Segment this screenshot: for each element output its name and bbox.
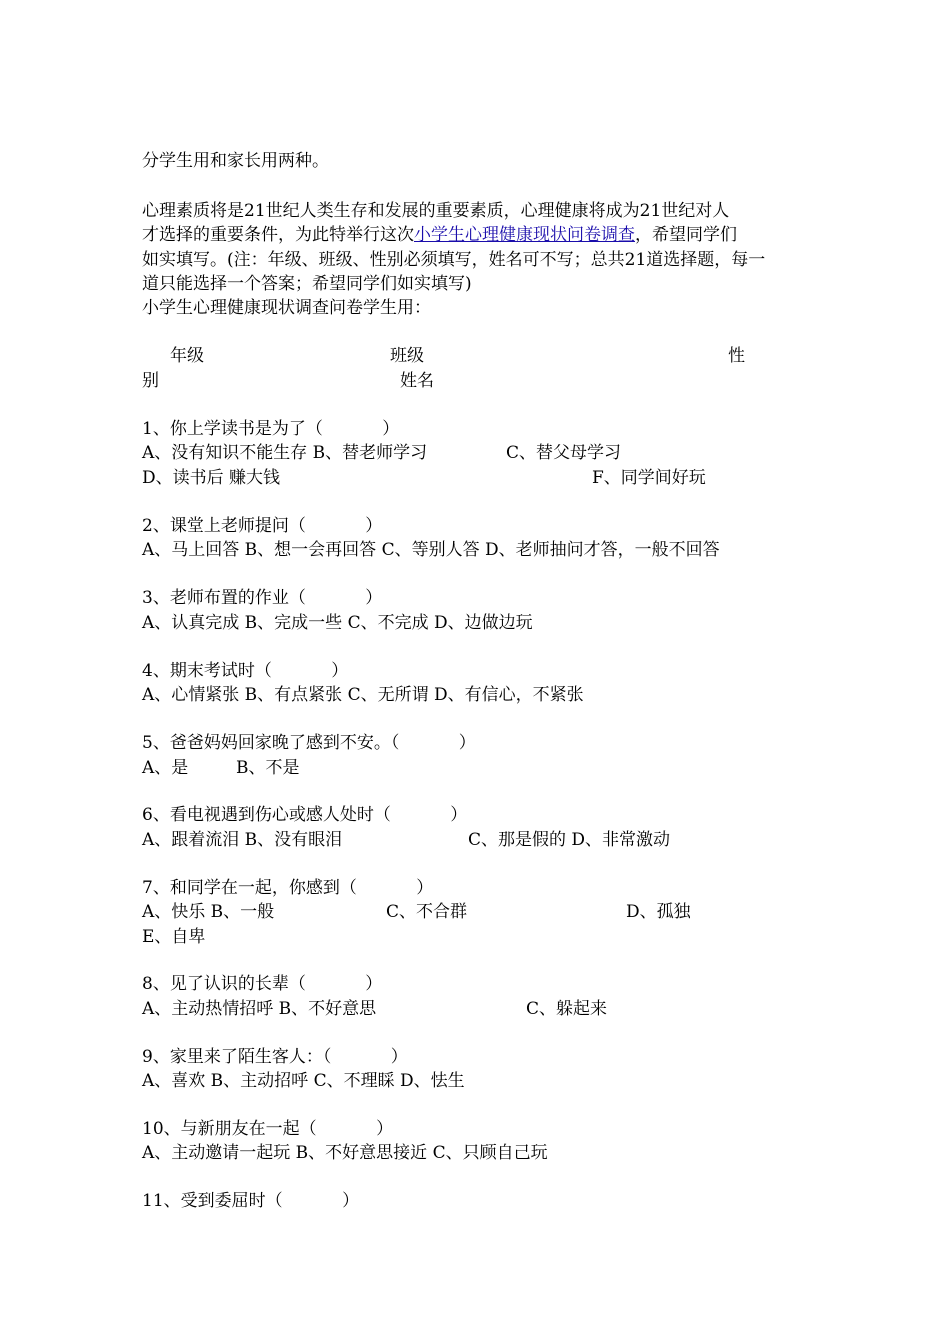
question-7-option: C、不合群: [386, 902, 468, 922]
intro-line: 分学生用和家长用两种。: [142, 151, 329, 171]
question-6-options: A、跟着流泪 B、没有眼泪: [142, 830, 343, 850]
survey-link[interactable]: 小学生心理健康现状问卷调查: [414, 225, 635, 245]
question-8-option: C、躲起来: [526, 999, 608, 1019]
class-field-label: 班级: [390, 346, 424, 366]
question-2: 2、课堂上老师提问（ ）: [142, 516, 383, 536]
question-1-options: A、没有知识不能生存 B、替老师学习: [142, 443, 428, 463]
question-10: 10、与新朋友在一起（ ）: [142, 1119, 394, 1139]
question-6-options: C、那是假的 D、非常激动: [468, 830, 671, 850]
survey-title: 小学生心理健康现状调查问卷学生用：: [142, 298, 431, 318]
intro-paragraph-line: 道只能选择一个答案；希望同学们如实填写): [142, 274, 472, 294]
question-7-option: D、孤独: [626, 902, 691, 922]
question-1-option: F、同学间好玩: [592, 468, 706, 488]
gender-field-label-part: 别: [142, 371, 159, 391]
question-6: 6、看电视遇到伤心或感人处时（ ）: [142, 805, 468, 825]
question-7-option: E、自卑: [142, 927, 206, 947]
gender-field-label-part: 性: [728, 346, 745, 366]
intro-paragraph-line: 心理素质将是21世纪人类生存和发展的重要素质，心理健康将成为21世纪对人: [142, 201, 730, 221]
question-4-options: A、心情紧张 B、有点紧张 C、无所谓 D、有信心，不紧张: [142, 685, 584, 705]
name-field-label: 姓名: [400, 371, 434, 391]
question-4: 4、期末考试时（ ）: [142, 661, 349, 681]
question-1-options: D、读书后 赚大钱: [142, 468, 281, 488]
question-7-options: A、快乐 B、一般: [142, 902, 275, 922]
question-3-options: A、认真完成 B、完成一些 C、不完成 D、边做边玩: [142, 613, 533, 633]
question-11: 11、受到委屈时（ ）: [142, 1191, 360, 1211]
question-1: 1、你上学读书是为了（ ）: [142, 419, 400, 439]
intro-text: ，希望同学们: [635, 225, 737, 245]
question-5-option: B、不是: [236, 758, 300, 778]
intro-paragraph-line: [142, 223, 737, 247]
question-8-options: A、主动热情招呼 B、不好意思: [142, 999, 377, 1019]
question-5: 5、爸爸妈妈回家晚了感到不安。（ ）: [142, 733, 476, 753]
question-8: 8、见了认识的长辈（ ）: [142, 974, 383, 994]
question-9-options: A、喜欢 B、主动招呼 C、不理睬 D、怯生: [142, 1071, 465, 1091]
question-3: 3、老师布置的作业（ ）: [142, 588, 383, 608]
question-2-options: A、马上回答 B、想一会再回答 C、等别人答 D、老师抽问才答，一般不回答: [142, 540, 720, 560]
grade-field-label: 年级: [170, 346, 204, 366]
intro-text: 才选择的重要条件，为此特举行这次: [142, 225, 414, 245]
question-1-option: C、替父母学习: [506, 443, 622, 463]
question-10-options: A、主动邀请一起玩 B、不好意思接近 C、只顾自己玩: [142, 1143, 548, 1163]
question-7: 7、和同学在一起，你感到（ ）: [142, 878, 434, 898]
question-9: 9、家里来了陌生客人：（ ）: [142, 1047, 408, 1067]
question-5-option: A、是: [142, 758, 189, 778]
intro-paragraph-line: 如实填写。(注：年级、班级、性别必须填写，姓名可不写；总共21道选择题，每一: [142, 250, 766, 270]
